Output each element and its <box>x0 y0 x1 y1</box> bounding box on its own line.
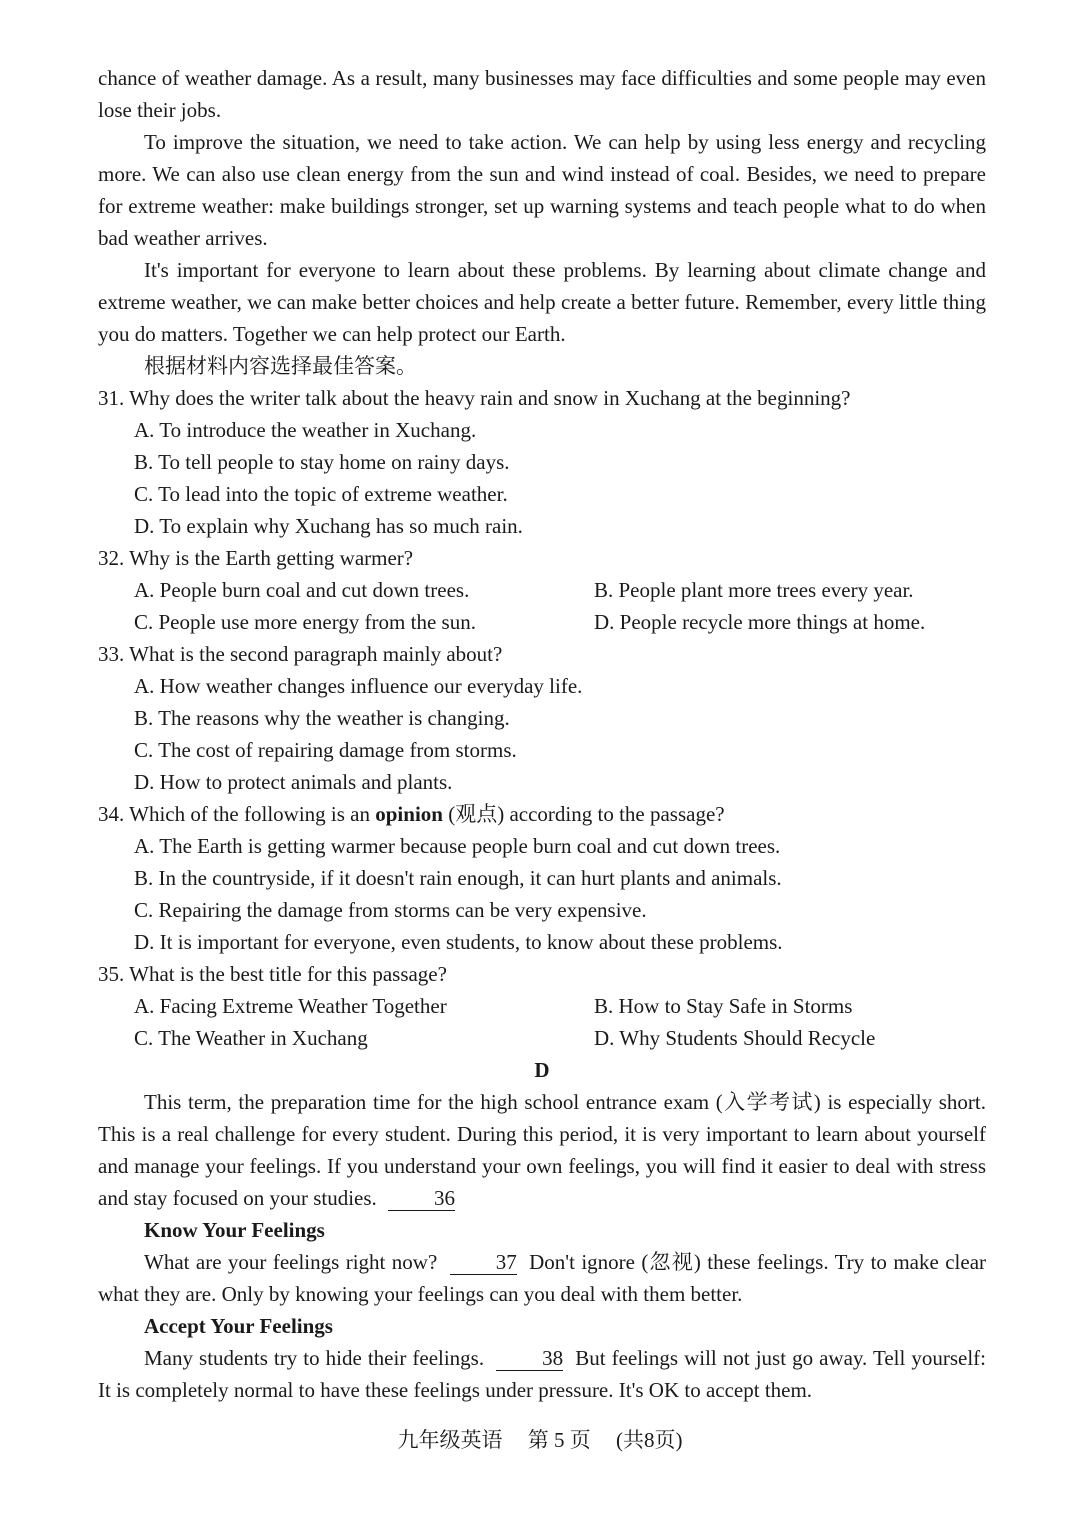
instruction-text: 根据材料内容选择最佳答案。 <box>144 354 417 378</box>
option-d: D. To explain why Xuchang has so much rain. <box>134 514 523 538</box>
option-c: C. The Weather in Xuchang <box>134 1026 368 1050</box>
option-a: A. Facing Extreme Weather Together <box>134 994 447 1018</box>
footer-subject: 九年级英语 <box>397 1428 503 1452</box>
exam-page <box>98 62 986 1406</box>
question-stem: 32. Why is the Earth getting warmer? <box>98 546 414 570</box>
option-d: D. How to protect animals and plants. <box>134 770 453 794</box>
question-32 <box>98 542 986 638</box>
blank-36: 36 <box>388 1186 455 1211</box>
option-a: A. The Earth is getting warmer because people burn coal and cut down trees. <box>134 834 781 858</box>
option-c: C. To lead into the topic of extreme weather. <box>134 482 508 506</box>
question-stem: 31. Why does the writer talk about the heavy rain and snow in Xuchang at the beginning? <box>98 386 851 410</box>
question-31 <box>98 382 986 542</box>
section-d-intro: This term, the preparation time for the high school entrance exam (入学考试) is especially short. This is a real challenge for every student. During this period, it is very important to learn about yourself and manage your feelings. If you understand your own feelings, you will find it easier to deal with stress and stay focused on your studies. 36 <box>98 1090 986 1210</box>
option-d: D. Why Students Should Recycle <box>594 1026 876 1050</box>
question-33 <box>98 638 986 798</box>
footer-total: (共8页) <box>616 1428 683 1452</box>
option-a: A. To introduce the weather in Xuchang. <box>134 418 477 442</box>
option-b: B. How to Stay Safe in Storms <box>594 994 853 1018</box>
subheading-know-feelings: Know Your Feelings <box>144 1218 325 1242</box>
option-c: C. Repairing the damage from storms can be very expensive. <box>134 898 647 922</box>
option-a: A. How weather changes influence our everyday life. <box>134 674 583 698</box>
question-stem: 35. What is the best title for this passage? <box>98 962 447 986</box>
accept-feelings-paragraph: Many students try to hide their feelings. 38 But feelings will not just go away. Tell yourself: It is completely normal to have these feelings under pressure. It's OK to accept them. <box>98 1346 987 1402</box>
opinion-keyword: opinion <box>375 802 443 826</box>
question-stem: 33. What is the second paragraph mainly about? <box>98 642 503 666</box>
option-a: A. People burn coal and cut down trees. <box>134 578 470 602</box>
option-c: C. The cost of repairing damage from storms. <box>134 738 517 762</box>
subheading-accept-feelings: Accept Your Feelings <box>144 1314 333 1338</box>
option-b: B. In the countryside, if it doesn't rain enough, it can hurt plants and animals. <box>134 866 782 890</box>
option-b: B. The reasons why the weather is changing. <box>134 706 510 730</box>
passage-paragraph: To improve the situation, we need to take action. We can help by using less energy and recycling more. We can also use clean energy from the sun and wind instead of coal. Besides, we need to prepare for extreme weather: make buildings stronger, set up warning systems and teach people what to do when bad weather arrives. <box>98 130 986 250</box>
page-footer <box>0 1424 1080 1456</box>
passage-paragraph: It's important for everyone to learn about these problems. By learning about climate change and extreme weather, we can make better choices and help create a better future. Remember, every little thing you do matters. Together we can help protect our Earth. <box>98 258 986 346</box>
option-c: C. People use more energy from the sun. <box>134 610 476 634</box>
section-letter: D <box>534 1058 550 1082</box>
option-b: B. People plant more trees every year. <box>594 578 914 602</box>
blank-38: 38 <box>496 1346 563 1371</box>
question-34 <box>98 798 986 958</box>
question-35 <box>98 958 986 1054</box>
option-d: D. It is important for everyone, even students, to know about these problems. <box>134 930 783 954</box>
question-stem: 34. Which of the following is an opinion (观点) according to the passage? <box>98 802 725 826</box>
option-d: D. People recycle more things at home. <box>594 610 926 634</box>
footer-page: 第 5 页 <box>527 1428 591 1452</box>
option-b: B. To tell people to stay home on rainy days. <box>134 450 510 474</box>
know-feelings-paragraph: What are your feelings right now? 37 Don't ignore (忽视) these feelings. Try to make clear what they are. Only by knowing your feelings can you deal with them better. <box>98 1250 987 1306</box>
blank-37: 37 <box>450 1250 517 1275</box>
passage-paragraph: chance of weather damage. As a result, many businesses may face difficulties and some people may even lose their jobs. <box>98 66 986 122</box>
